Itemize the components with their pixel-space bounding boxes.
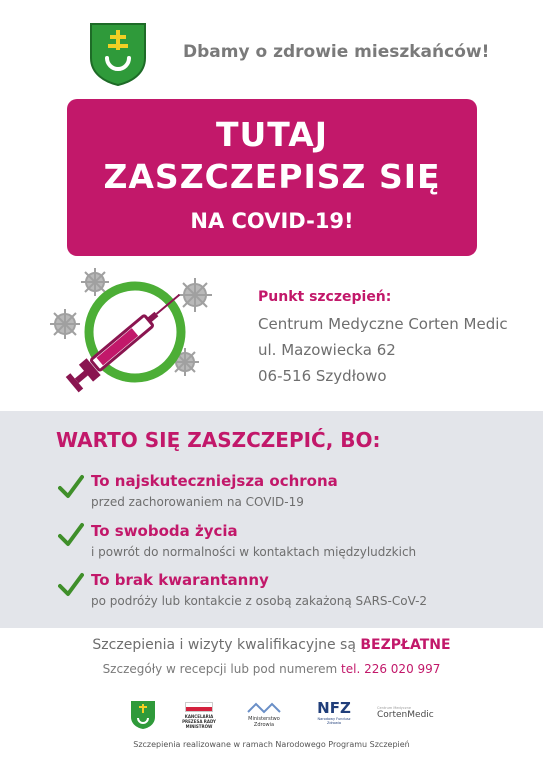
kprm-logo-text: KANCELARIA PREZESA RADY MINISTRÓW [182,714,216,729]
headline-line-1: TUTAJ [215,115,329,154]
free-text: Szczepienia i wizyty kwalifikacyjne są [92,637,356,653]
nfz-logo [310,698,358,732]
coat-of-arms-icon [89,22,147,86]
checkmark-icon [58,522,84,548]
benefit-subtitle-1: przed zachorowaniem na COVID-19 [91,495,304,509]
benefit-subtitle-3: po podróży lub kontakcie z osobą zakażoną SARS-CoV-2 [91,594,428,608]
ministry-logo-text: Ministerstwo Zdrowia [248,716,280,728]
clinic-street: ul. Mazowiecka 62 [258,341,396,359]
free-highlight: BEZPŁATNE [360,637,451,653]
benefit-title-1: To najskuteczniejsza ochrona [91,472,338,490]
checkmark-icon [58,474,84,500]
polish-flag-icon [185,702,213,712]
clinic-name: Centrum Medyczne Corten Medic [258,315,508,333]
corten-logo-text: CortenMedic [377,710,434,720]
free-vaccination-note [0,637,543,653]
nfz-logo-text: Narodowy Fundusz Zdrowia [317,717,351,725]
phone-number: tel. 226 020 997 [341,662,441,676]
clinic-city: 06-516 Szydłowo [258,367,387,385]
vaccination-point-heading: Punkt szczepień: [258,289,392,305]
ministry-of-health-logo [240,698,288,732]
checkmark-icon [58,572,84,598]
benefit-subtitle-2: i powrót do normalności w kontaktach międzyludzkich [91,545,417,559]
details-text: Szczegóły w recepcji lub pod numerem [102,662,338,676]
headline-line-2: ZASZCZEPISZ SIĘ [103,157,441,196]
nfz-logo-mark: NFZ [317,699,351,717]
headline-line-3: NA COVID-19! [190,209,354,233]
coat-of-arms-icon [130,698,156,732]
tagline: Dbamy o zdrowie mieszkańców! [183,42,490,62]
vaccine-syringe-illustration [40,262,220,402]
headline-banner [67,99,477,256]
partner-logos [130,698,450,732]
footer-note: Szczepienia realizowane w ramach Narodowego Programu Szczepień [133,740,410,749]
ministry-wave-icon [246,702,282,714]
benefit-title-2: To swoboda życia [91,522,238,540]
contact-details [0,662,543,676]
benefits-heading: WARTO SIĘ ZASZCZEPIĆ, BO: [56,428,381,452]
kprm-logo [175,698,223,732]
corten-medic-logo [375,698,445,732]
corten-logo-small-text: Centrum Medyczne [377,706,411,710]
benefit-title-3: To brak kwarantanny [91,571,269,589]
